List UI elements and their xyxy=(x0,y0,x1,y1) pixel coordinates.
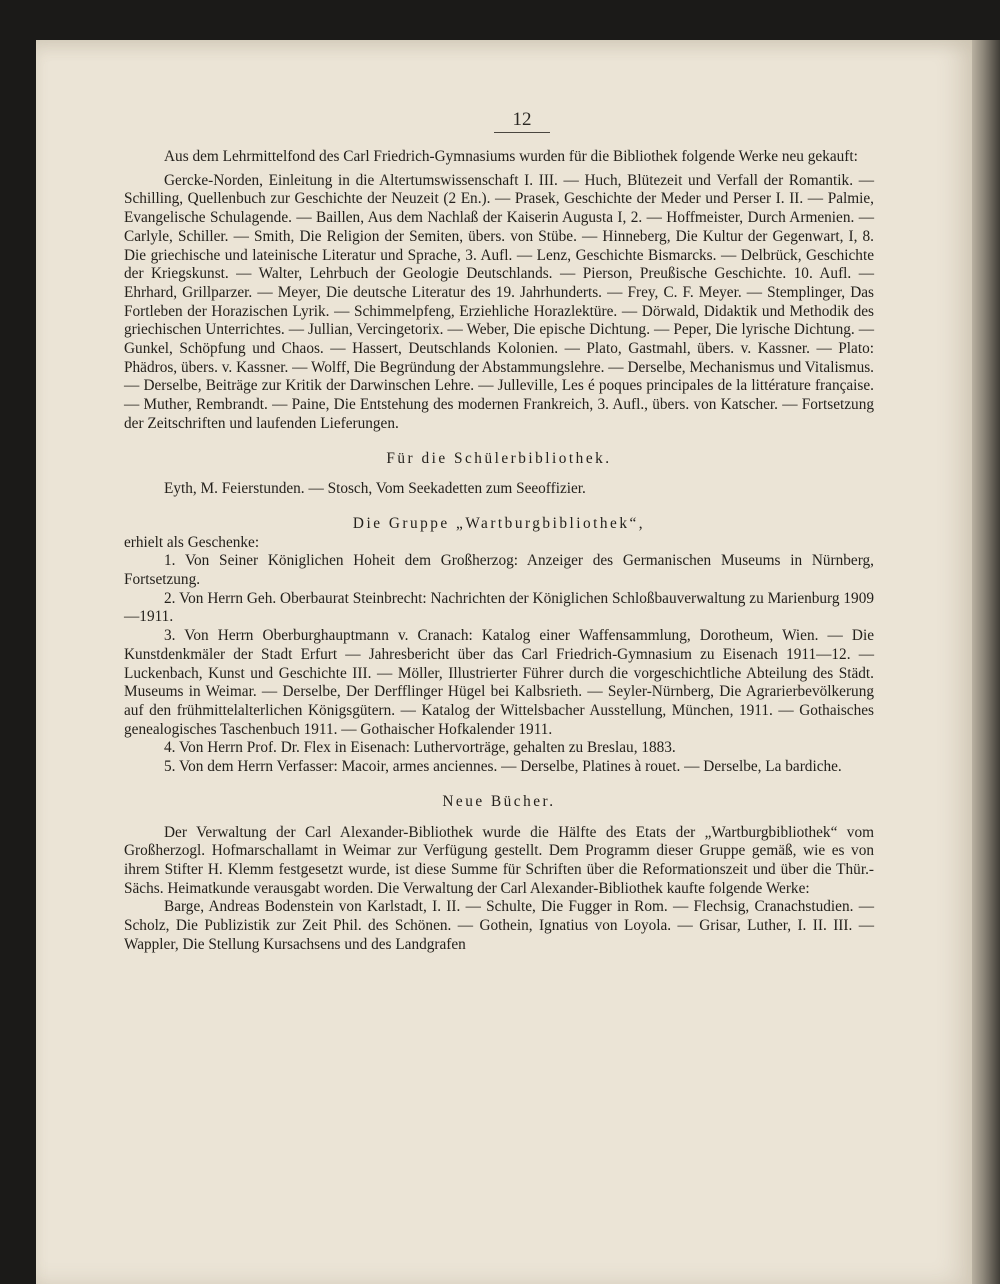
heading-student-library: Für die Schülerbibliothek. xyxy=(386,449,612,467)
wartburg-gift-5: 5. Von dem Herrn Verfasser: Macoir, armes anciennes. — Derselbe, Platines à rouet. — Derselbe, La bardiche. xyxy=(164,758,842,776)
page-number: 12 xyxy=(494,108,550,133)
new-books-paragraph: Der Verwaltung der Carl Alexander-Bibliothek wurde die Hälfte des Etats der „Wartburgbibliothek“ vom Großherzogl. Hofmarschallamt in Weimar zur Verfügung gestellt. Dem Programm dieser Gruppe gemäß, wie es von ihrem Stifter H. Klemm festgesetzt wurde, ist diese Summe für Schriften über die Reformationszeit und über die Thür.-Sächs. Heimatkunde verausgabt worden. Die Verwaltung der Carl Alexander-Bibliothek kaufte folgende Werke: xyxy=(124,823,874,897)
wartburg-gift-3: 3. Von Herrn Oberburghauptmann v. Cranach: Katalog einer Waffensammlung, Dorotheum, Wien. — Die Kunstdenkmäler der Stadt Erfurt — Jahresbericht über das Carl Friedrich-Gymnasium zu Eisenach 1911—12. — Luckenbach, Kunst und Geschichte III. — Möller, Illustrierter Führer durch die vorgeschichtliche Abteilung des Städt. Museums in Weimar. — Derselbe, Der Derfflinger Hügel bei Kalbsrieth. — Seyler-Nürnberg, Die Agrarierbevölkerung auf den frühmittelalterlichen Königsgütern. — Katalog der Wittelsbacher Ausstellung, München, 1911. — Gothaisches genealogisches Taschenbuch 1911. — Gothaischer Hofkalender 1911. xyxy=(124,627,874,738)
intro-paragraph: Aus dem Lehrmittelfond des Carl Friedrich-Gymnasiums wurden für die Bibliothek folgende Werke neu gekauft: xyxy=(164,148,858,165)
new-books-list: Barge, Andreas Bodenstein von Karlstadt, I. II. — Schulte, Die Fugger in Rom. — Flechsig, Cranachstudien. — Scholz, Die Publizistik zur Zeit Phil. des Schönen. — Gothein, Ignatius von Loyola. — Grisar, Luther, I. II. III. — Wappler, Die Stellung Kursachsens und des Landgrafen xyxy=(124,898,874,953)
heading-wartburg-group: Die Gruppe „Wartburgbibliothek“, xyxy=(352,514,646,532)
wartburg-gift-1: 1. Von Seiner Königlichen Hoheit dem Großherzog: Anzeiger des Germanischen Museums in Nürnberg, Fortsetzung. xyxy=(124,552,874,589)
purchased-works-list: Gercke-Norden, Einleitung in die Altertumswissenschaft I. III. — Huch, Blütezeit und Verfall der Romantik. — Schilling, Quellenbuch zur Geschichte der Neuzeit (2 En.). — Prasek, Geschichte der Meder und Perser I. II. — Palmie, Evangelische Schulagende. — Baillen, Aus dem Nachlaß der Kaiserin Augusta I, 2. — Hoffmeister, Durch Armenien. — Carlyle, Schiller. — Smith, Die Religion der Semiten, übers. von Stübe. — Hinneberg, Die Kultur der Gegenwart, I, 8. Die griechische und lateinische Literatur und Sprache, 3. Aufl. — Lenz, Geschichte Bismarcks. — Delbrück, Geschichte der Kriegskunst. — Walter, Lehrbuch der Geologie Deutschlands. — Pierson, Preußische Geschichte. 10. Aufl. — Ehrhard, Grillparzer. — Meyer, Die deutsche Literatur des 19. Jahrhunderts. — Frey, C. F. Meyer. — Stemplinger, Das Fortleben der Horazischen Lyrik. — Schimmelpfeng, Erziehliche Horazlektüre. — Dörwald, Didaktik und Methodik des griechischen Unterrichtes. — Jullian, Vercingetorix. — Weber, Die epische Dichtung. — Peper, Die lyrische Dichtung. — Gunkel, Schöpfung und Chaos. — Hassert, Deutschlands Kolonien. — Plato, Gastmahl, übers. v. Kassner. — Plato: Phädros, übers. v. Kassner. — Wolff, Die Begründung der Abstammungslehre. — Derselbe, Mechanismus und Vitalismus. — Derselbe, Beiträge zur Kritik der Darwinschen Lehre. — Julleville, Les é poques principales de la littérature française. — Muther, Rembrandt. — Paine, Die Entstehung des modernen Frankreich, 3. Aufl., übers. von Katscher. — Fortsetzung der Zeitschriften und laufenden Lieferungen. xyxy=(124,171,874,432)
page-body xyxy=(124,148,874,954)
heading-new-books: Neue Bücher. xyxy=(442,792,556,810)
wartburg-gift-4: 4. Von Herrn Prof. Dr. Flex in Eisenach: Luthervorträge, gehalten zu Breslau, 1883. xyxy=(164,739,676,757)
book-gutter xyxy=(972,40,1000,1284)
student-library-entries: Eyth, M. Feierstunden. — Stosch, Vom Seekadetten zum Seeoffizier. xyxy=(164,480,586,498)
wartburg-gift-2: 2. Von Herrn Geh. Oberbaurat Steinbrecht: Nachrichten der Königlichen Schloßbauverwaltung zu Marienburg 1909—1911. xyxy=(124,589,874,626)
wartburg-subheading: erhielt als Geschenke: xyxy=(124,533,260,551)
